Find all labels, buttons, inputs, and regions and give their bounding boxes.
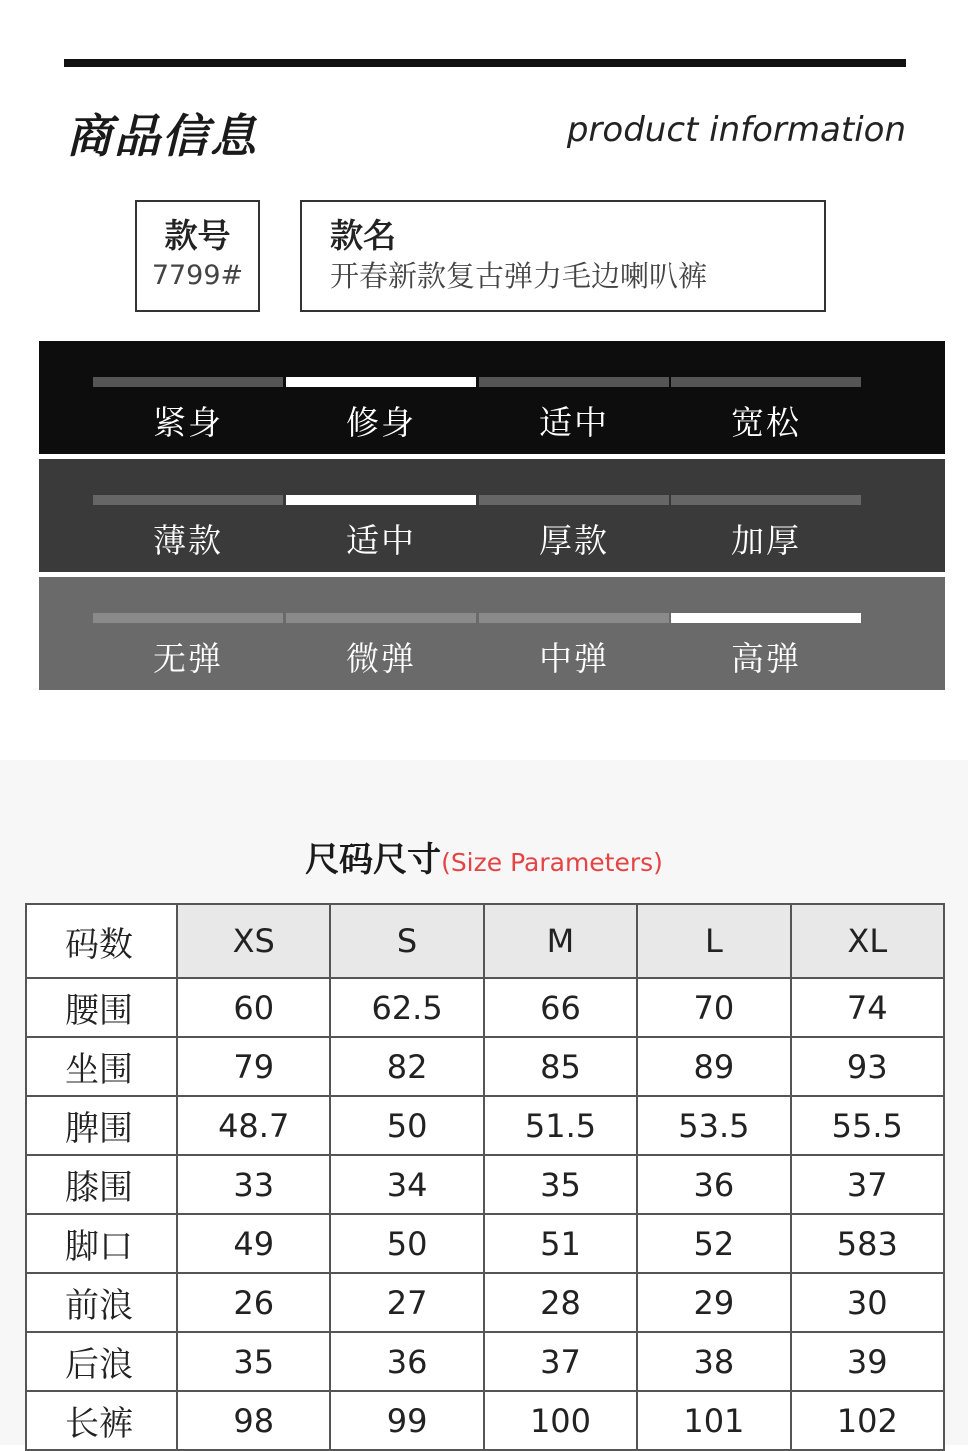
level-label: 中弹 <box>539 639 609 678</box>
measurement-value: 79 <box>177 1037 330 1096</box>
level-label: 无弹 <box>153 639 223 678</box>
size-row <box>26 1273 944 1332</box>
size-header-cell: S <box>330 904 483 978</box>
level-indicator-selected <box>286 377 476 387</box>
measurement-value: 98 <box>177 1391 330 1450</box>
measurement-label: 脾围 <box>26 1096 177 1155</box>
measurement-value: 74 <box>791 978 944 1037</box>
level-label: 高弹 <box>731 639 801 678</box>
level-indicator-selected <box>671 613 861 623</box>
level-indicator-selected <box>286 495 476 505</box>
measurement-value: 37 <box>791 1155 944 1214</box>
level-indicator <box>671 377 861 387</box>
measurement-label: 前浪 <box>26 1273 177 1332</box>
measurement-value: 100 <box>484 1391 637 1450</box>
level-label: 加厚 <box>731 521 801 560</box>
product-code-value: 7799# <box>151 260 244 291</box>
size-table <box>25 903 945 1451</box>
measurement-value: 50 <box>330 1096 483 1155</box>
size-title-en: (Size Parameters) <box>441 848 663 877</box>
measurement-value: 62.5 <box>330 978 483 1037</box>
level-label: 厚款 <box>539 521 609 560</box>
measurement-value: 28 <box>484 1273 637 1332</box>
level-label: 适中 <box>346 521 416 560</box>
level-label: 适中 <box>539 403 609 442</box>
level-label: 微弹 <box>346 639 416 678</box>
level-indicator <box>93 377 283 387</box>
attribute-band-fit <box>39 341 945 454</box>
measurement-value: 26 <box>177 1273 330 1332</box>
measurement-label: 脚口 <box>26 1214 177 1273</box>
level-label: 宽松 <box>731 403 801 442</box>
level-indicator <box>479 377 669 387</box>
measurement-value: 36 <box>637 1155 790 1214</box>
measurement-value: 27 <box>330 1273 483 1332</box>
level-label: 薄款 <box>153 521 223 560</box>
size-header-row <box>26 904 944 978</box>
level-indicator <box>286 613 476 623</box>
measurement-value: 52 <box>637 1214 790 1273</box>
measurement-label: 坐围 <box>26 1037 177 1096</box>
measurement-value: 36 <box>330 1332 483 1391</box>
level-label: 修身 <box>346 403 416 442</box>
section-title-english: product information <box>566 110 906 150</box>
level-indicator <box>479 613 669 623</box>
size-header-cell: XS <box>177 904 330 978</box>
measurement-value: 93 <box>791 1037 944 1096</box>
measurement-value: 39 <box>791 1332 944 1391</box>
measurement-value: 30 <box>791 1273 944 1332</box>
measurement-value: 53.5 <box>637 1096 790 1155</box>
size-row <box>26 1037 944 1096</box>
product-code-label: 款号 <box>164 216 231 255</box>
measurement-value: 70 <box>637 978 790 1037</box>
size-row <box>26 1214 944 1273</box>
top-divider <box>64 59 906 67</box>
level-indicator <box>93 495 283 505</box>
attribute-band-thickness <box>39 459 945 572</box>
measurement-value: 85 <box>484 1037 637 1096</box>
measurement-label: 膝围 <box>26 1155 177 1214</box>
measurement-value: 38 <box>637 1332 790 1391</box>
product-name-box <box>300 200 826 312</box>
measurement-value: 101 <box>637 1391 790 1450</box>
size-header-cell: XL <box>791 904 944 978</box>
measurement-label: 长裤 <box>26 1391 177 1450</box>
measurement-label: 腰围 <box>26 978 177 1037</box>
size-header-label: 码数 <box>26 904 177 978</box>
measurement-value: 51.5 <box>484 1096 637 1155</box>
level-indicator <box>479 495 669 505</box>
product-name-label: 款名 <box>330 216 396 255</box>
size-header-cell: M <box>484 904 637 978</box>
size-row <box>26 1096 944 1155</box>
level-label: 紧身 <box>153 403 223 442</box>
measurement-value: 60 <box>177 978 330 1037</box>
section-title: 商品信息 <box>66 109 258 163</box>
measurement-value: 50 <box>330 1214 483 1273</box>
product-name-value: 开春新款复古弹力毛边喇叭裤 <box>330 259 708 293</box>
measurement-value: 102 <box>791 1391 944 1450</box>
measurement-value: 37 <box>484 1332 637 1391</box>
measurement-value: 35 <box>484 1155 637 1214</box>
product-code-box <box>135 200 260 312</box>
size-title-cn: 尺码尺寸 <box>305 840 442 880</box>
measurement-value: 89 <box>637 1037 790 1096</box>
size-header-cell: L <box>637 904 790 978</box>
level-indicator <box>671 495 861 505</box>
size-row <box>26 978 944 1037</box>
size-row <box>26 1391 944 1450</box>
measurement-value: 49 <box>177 1214 330 1273</box>
size-section-title <box>0 832 968 881</box>
measurement-value: 82 <box>330 1037 483 1096</box>
measurement-value: 583 <box>791 1214 944 1273</box>
measurement-value: 55.5 <box>791 1096 944 1155</box>
level-indicator <box>93 613 283 623</box>
size-row <box>26 1155 944 1214</box>
measurement-value: 33 <box>177 1155 330 1214</box>
measurement-value: 48.7 <box>177 1096 330 1155</box>
measurement-value: 29 <box>637 1273 790 1332</box>
size-row <box>26 1332 944 1391</box>
measurement-value: 34 <box>330 1155 483 1214</box>
measurement-value: 99 <box>330 1391 483 1450</box>
measurement-label: 后浪 <box>26 1332 177 1391</box>
measurement-value: 66 <box>484 978 637 1037</box>
attribute-band-stretch <box>39 577 945 690</box>
measurement-value: 35 <box>177 1332 330 1391</box>
measurement-value: 51 <box>484 1214 637 1273</box>
